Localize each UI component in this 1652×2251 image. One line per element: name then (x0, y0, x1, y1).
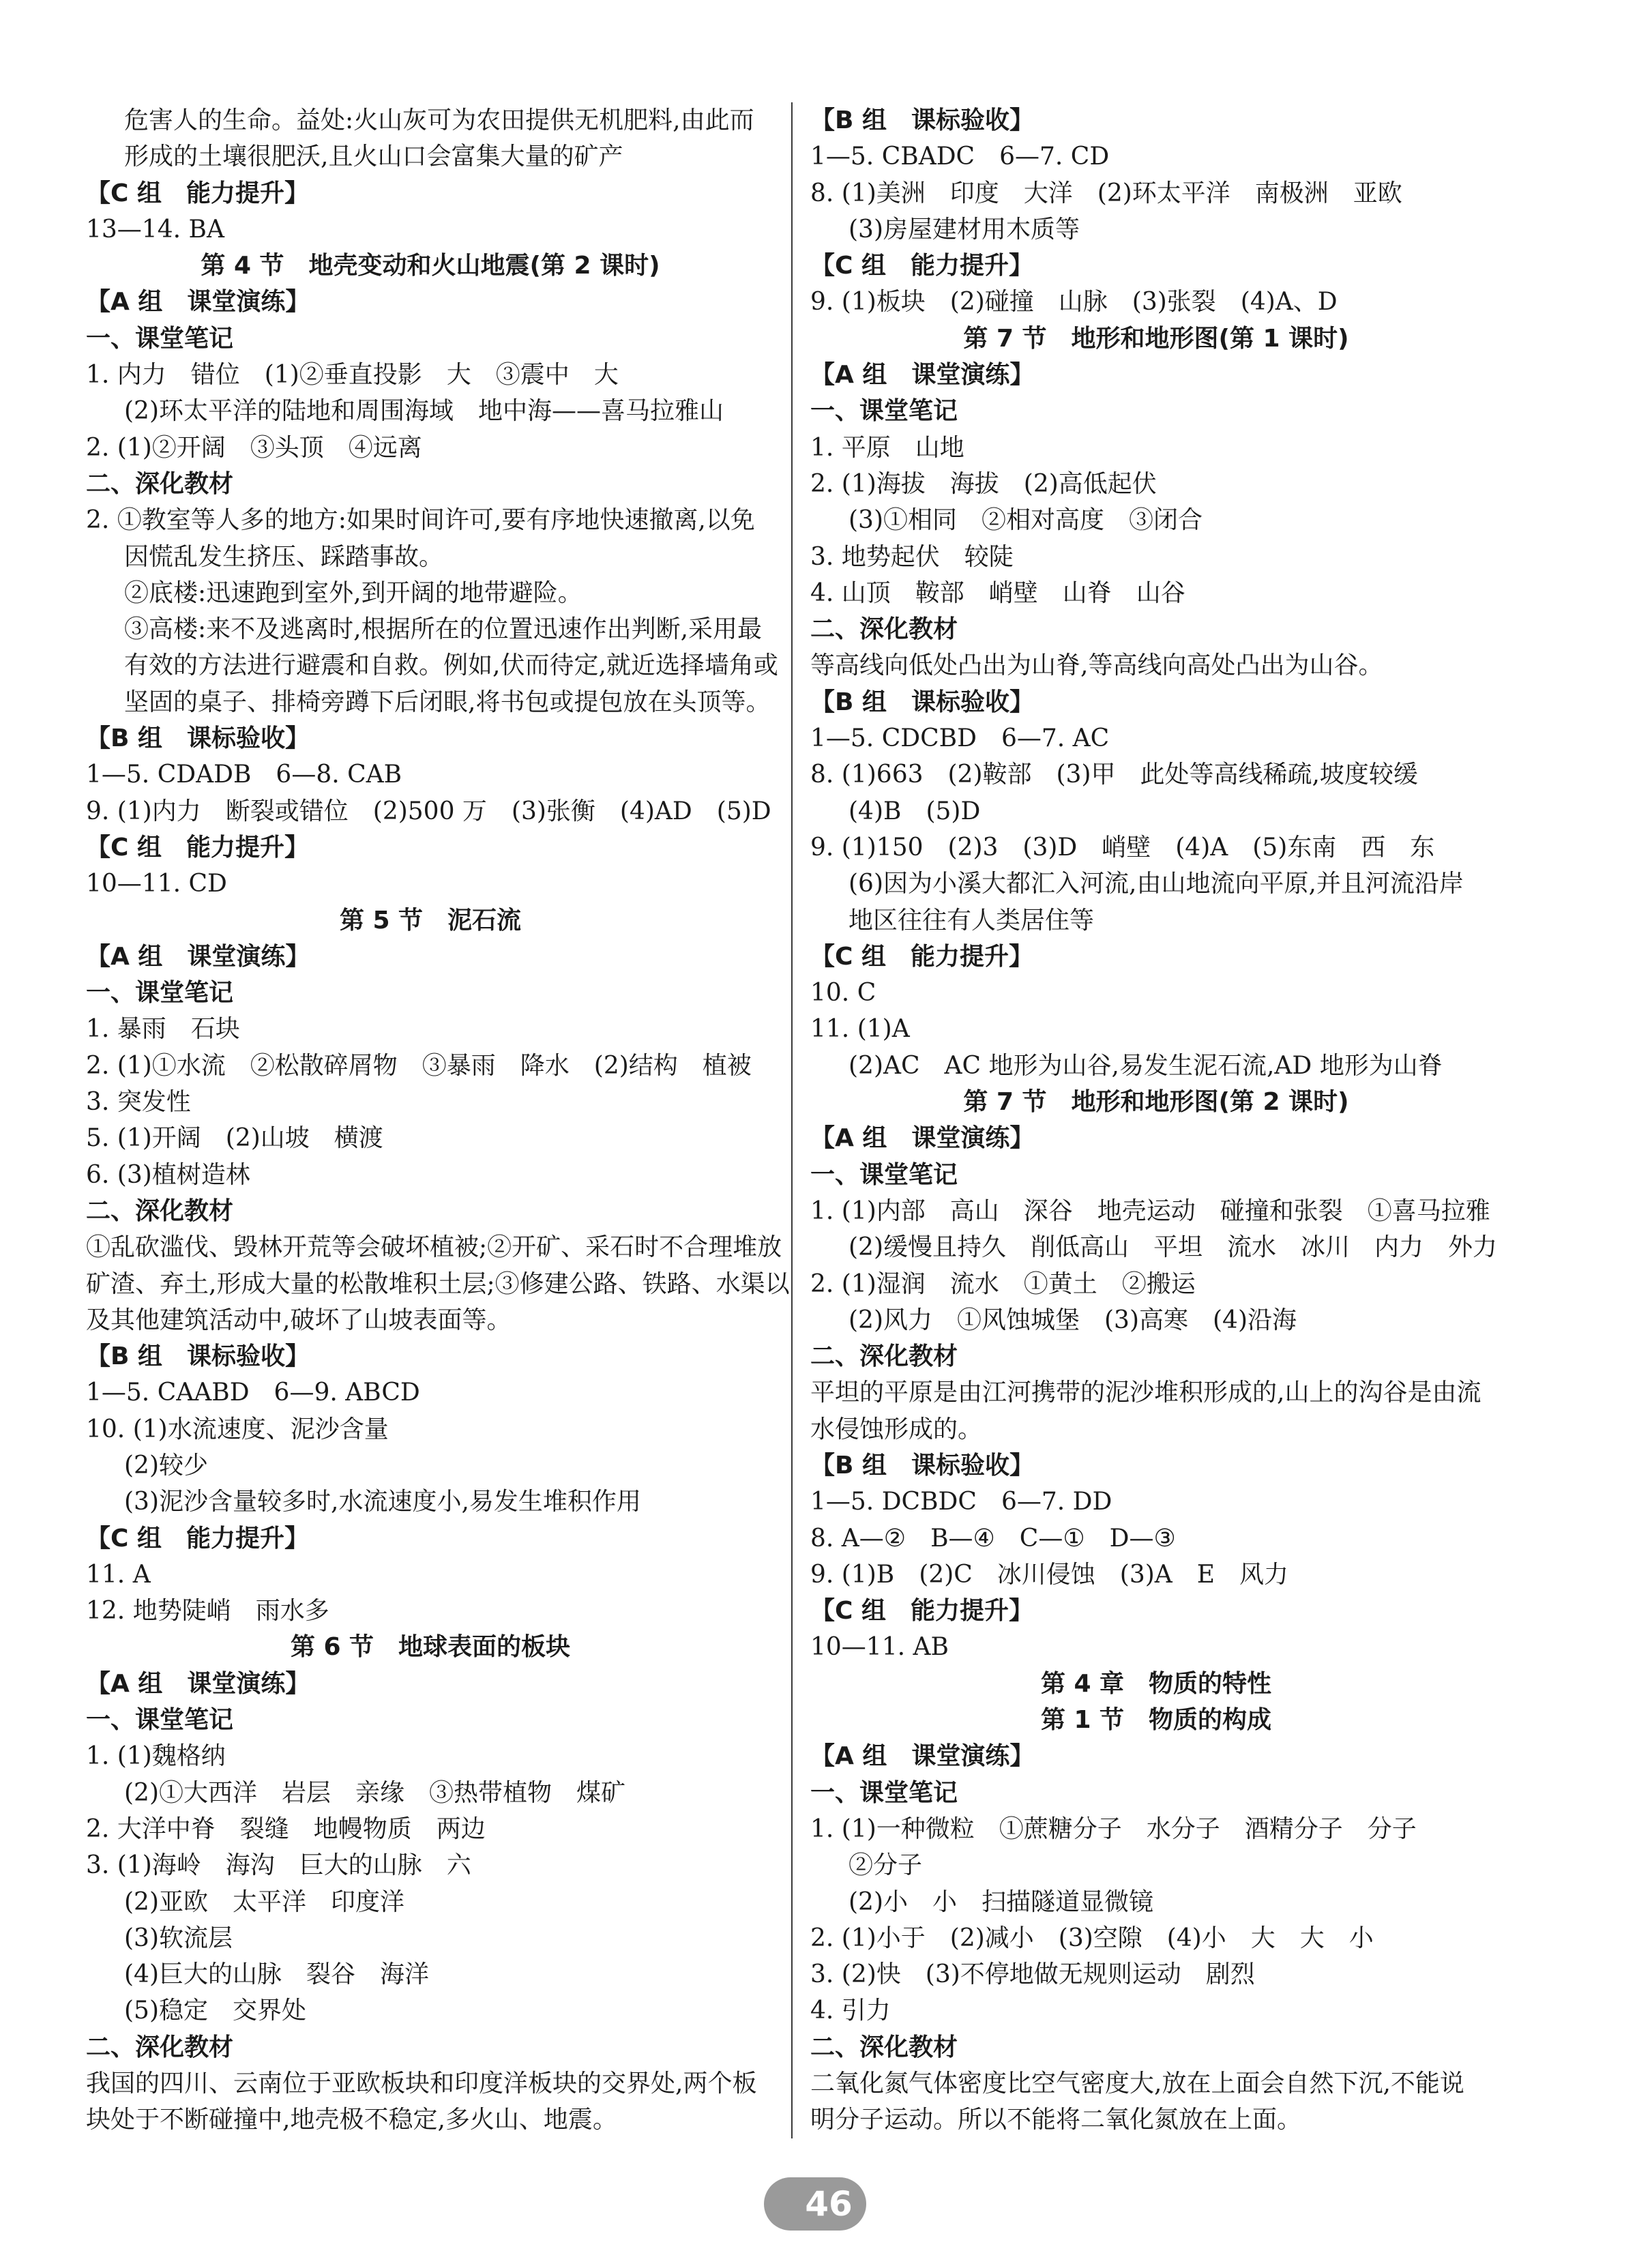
answer-line: 因慌乱发生挤压、踩踏事故。 (124, 542, 444, 571)
answer-line: 平坦的平原是由江河携带的泥沙堆积形成的,山上的沟谷是由流 (810, 1379, 1481, 1407)
answer-line: 8. (1)663 (2)鞍部 (3)甲 此处等高线稀疏,坡度较缓 (810, 761, 1418, 789)
page-number: 46 (791, 2177, 866, 2231)
answer-line: (2)缓慢且持久 削低高山 平坦 流水 冰川 内力 外力 (849, 1233, 1497, 1262)
subsection-heading: 二、深化教材 (86, 2033, 234, 2061)
subsection-heading: 二、深化教材 (810, 2033, 958, 2061)
answer-line: (3)房屋建材用木质等 (849, 215, 1080, 244)
subsection-heading: 二、深化教材 (810, 1342, 958, 1371)
subsection-heading: 一、课堂笔记 (86, 979, 234, 1007)
answer-line: (3)软流层 (124, 1924, 233, 1952)
answer-line: 8. A—② B—④ C—① D—③ (810, 1524, 1176, 1553)
answer-line: 1—5. DCBDC 6—7. DD (810, 1488, 1112, 1516)
section-title: 第 1 节 物质的构成 (1040, 1706, 1272, 1735)
answer-line: 3. (1)海岭 海沟 巨大的山脉 六 (86, 1851, 471, 1880)
group-heading: 【B 组 课标验收】 (810, 688, 1034, 716)
answer-line: 3. (2)快 (3)不停地做无规则运动 剧烈 (810, 1960, 1255, 1989)
answer-line: 矿渣、弃土,形成大量的松散堆积土层;③修建公路、铁路、水渠以 (86, 1269, 790, 1298)
subsection-heading: 一、课堂笔记 (86, 1706, 234, 1735)
group-heading: 【A 组 课堂演练】 (86, 942, 310, 971)
section-title: 第 7 节 地形和地形图(第 1 课时) (963, 324, 1349, 353)
group-heading: 【B 组 课标验收】 (810, 106, 1034, 134)
answer-line: 地区往往有人类居住等 (849, 906, 1095, 935)
answer-line: 8. (1)美洲 印度 大洋 (2)环太平洋 南极洲 亚欧 (810, 179, 1402, 207)
answer-line: ②分子 (849, 1851, 923, 1880)
answer-line: 10. C (810, 979, 876, 1007)
answer-line: 10—11. AB (810, 1633, 949, 1662)
answer-line: (3)泥沙含量较多时,水流速度小,易发生堆积作用 (124, 1488, 641, 1516)
answer-line: (5)稳定 交界处 (124, 1997, 306, 2025)
answer-line: (4)B (5)D (849, 797, 981, 825)
answer-line: ③高楼:来不及逃离时,根据所在的位置迅速作出判断,采用最 (124, 615, 763, 644)
group-heading: 【B 组 课标验收】 (810, 1451, 1034, 1480)
answer-line: 1—5. CBADC 6—7. CD (810, 143, 1110, 171)
answer-line: 二氧化氮气体密度比空气密度大,放在上面会自然下沉,不能说 (810, 2070, 1464, 2098)
section-title: 第 4 节 地壳变动和火山地震(第 2 课时) (201, 252, 660, 280)
answer-line: 2. (1)湿润 流水 ①黄土 ②搬运 (810, 1269, 1196, 1298)
answer-line: 9. (1)内力 断裂或错位 (2)500 万 (3)张衡 (4)AD (5)D (86, 797, 771, 825)
answer-line: 块处于不断碰撞中,地壳极不稳定,多火山、地震。 (86, 2106, 617, 2134)
subsection-heading: 二、深化教材 (86, 1196, 234, 1225)
subsection-heading: 二、深化教材 (86, 469, 234, 498)
answer-line: 5. (1)开阔 (2)山坡 横渡 (86, 1124, 383, 1153)
group-heading: 【A 组 课堂演练】 (86, 288, 310, 317)
answer-line: 12. 地势陡峭 雨水多 (86, 1597, 329, 1625)
subsection-heading: 一、课堂笔记 (810, 1778, 958, 1807)
answer-line: 坚固的桌子、排椅旁蹲下后闭眼,将书包或提包放在头顶等。 (124, 688, 771, 716)
answer-line: ②底楼:迅速跑到室外,到开阔的地带避险。 (124, 578, 582, 607)
answer-line: 3. 突发性 (86, 1088, 191, 1117)
group-heading: 【A 组 课堂演练】 (810, 1124, 1035, 1153)
subsection-heading: 一、课堂笔记 (86, 324, 234, 353)
right-column (810, 102, 1502, 2138)
answer-line: 10. (1)水流速度、泥沙含量 (86, 1415, 389, 1443)
answer-line: 等高线向低处凸出为山脊,等高线向高处凸出为山谷。 (810, 651, 1383, 680)
answer-line: (2)小 小 扫描隧道显微镜 (849, 1887, 1153, 1916)
answer-line: (2)风力 ①风蚀城堡 (3)高寒 (4)沿海 (849, 1306, 1297, 1334)
answer-line: 及其他建筑活动中,破坏了山坡表面等。 (86, 1306, 512, 1334)
answer-line: 1. (1)内部 高山 深谷 地壳运动 碰撞和张裂 ①喜马拉雅 (810, 1196, 1490, 1225)
answer-line: 水侵蚀形成的。 (810, 1415, 983, 1443)
answer-line: 2. (1)②开阔 ③头顶 ④远离 (86, 433, 422, 462)
group-heading: 【C 组 能力提升】 (810, 942, 1033, 971)
answer-line: 1—5. CAABD 6—9. ABCD (86, 1379, 420, 1407)
group-heading: 【C 组 能力提升】 (810, 252, 1033, 280)
answer-line: (2)亚欧 太平洋 印度洋 (124, 1887, 404, 1916)
answer-line: (4)巨大的山脉 裂谷 海洋 (124, 1960, 429, 1989)
answer-line: 1—5. CDADB 6—8. CAB (86, 761, 402, 789)
section-title: 第 4 章 物质的特性 (1040, 1669, 1272, 1698)
answer-line: 1—5. CDCBD 6—7. AC (810, 724, 1110, 753)
left-column (86, 102, 790, 2138)
group-heading: 【B 组 课标验收】 (86, 1342, 310, 1371)
answer-line: 有效的方法进行避震和自救。例如,伏而待定,就近选择墙角或 (124, 651, 778, 680)
answer-line: 1. 暴雨 石块 (86, 1015, 240, 1044)
answer-line: 3. 地势起伏 较陡 (810, 542, 1014, 571)
answer-line: 4. 引力 (810, 1997, 891, 2025)
answer-line: 我国的四川、云南位于亚欧板块和印度洋板块的交界处,两个板 (86, 2070, 757, 2098)
answer-line: 10—11. CD (86, 870, 227, 898)
group-heading: 【A 组 课堂演练】 (86, 1669, 310, 1698)
answer-line: 形成的土壤很肥沃,且火山口会富集大量的矿产 (124, 143, 623, 171)
answer-line: 危害人的生命。益处:火山灰可为农田提供无机肥料,由此而 (124, 106, 754, 134)
answer-line: (3)①相同 ②相对高度 ③闭合 (849, 506, 1203, 535)
group-heading: 【C 组 能力提升】 (86, 179, 309, 207)
answer-line: 1. (1)一种微粒 ①蔗糖分子 水分子 酒精分子 分子 (810, 1814, 1417, 1843)
group-heading: 【C 组 能力提升】 (810, 1597, 1033, 1625)
answer-line: (6)因为小溪大都汇入河流,由山地流向平原,并且河流沿岸 (849, 870, 1464, 898)
answer-line: 2. (1)小于 (2)减小 (3)空隙 (4)小 大 大 小 (810, 1924, 1374, 1952)
answer-line: 11. (1)A (810, 1015, 910, 1044)
answer-line: (2)①大西洋 岩层 亲缘 ③热带植物 煤矿 (124, 1778, 625, 1807)
group-heading: 【C 组 能力提升】 (86, 1524, 309, 1553)
answer-line: ①乱砍滥伐、毁林开荒等会破坏植被;②开矿、采石时不合理堆放 (86, 1233, 782, 1262)
answer-line: 1. (1)魏格纳 (86, 1742, 226, 1771)
section-title: 第 5 节 泥石流 (339, 906, 522, 935)
answer-line: (2)环太平洋的陆地和周围海域 地中海——喜马拉雅山 (124, 397, 724, 426)
answer-line: (2)较少 (124, 1451, 208, 1480)
answer-line: 2. ①教室等人多的地方:如果时间许可,要有序地快速撤离,以免 (86, 506, 755, 535)
answer-line: 9. (1)150 (2)3 (3)D 峭壁 (4)A (5)东南 西 东 (810, 833, 1435, 862)
answer-line: 1. 内力 错位 (1)②垂直投影 大 ③震中 大 (86, 361, 619, 389)
answer-line: 9. (1)板块 (2)碰撞 山脉 (3)张裂 (4)A、D (810, 288, 1338, 317)
answer-line: 明分子运动。所以不能将二氧化氮放在上面。 (810, 2106, 1302, 2134)
group-heading: 【C 组 能力提升】 (86, 833, 309, 862)
answer-line: 4. 山顶 鞍部 峭壁 山脊 山谷 (810, 578, 1185, 607)
group-heading: 【A 组 课堂演练】 (810, 361, 1035, 389)
answer-line: 2. 大洋中脊 裂缝 地幔物质 两边 (86, 1814, 486, 1843)
answer-line: (2)AC AC 地形为山谷,易发生泥石流,AD 地形为山脊 (849, 1051, 1443, 1080)
subsection-heading: 二、深化教材 (810, 615, 958, 644)
answer-line: 11. A (86, 1560, 151, 1589)
answer-line: 1. 平原 山地 (810, 433, 964, 462)
section-title: 第 7 节 地形和地形图(第 2 课时) (963, 1088, 1349, 1117)
group-heading: 【A 组 课堂演练】 (810, 1742, 1035, 1771)
answer-line: 2. (1)①水流 ②松散碎屑物 ③暴雨 降水 (2)结构 植被 (86, 1051, 752, 1080)
group-heading: 【B 组 课标验收】 (86, 724, 310, 753)
answer-line: 9. (1)B (2)C 冰川侵蚀 (3)A E 风力 (810, 1560, 1289, 1589)
answer-line: 13—14. BA (86, 215, 224, 244)
column-divider (791, 102, 793, 2138)
answer-line: 2. (1)海拔 海拔 (2)高低起伏 (810, 469, 1157, 498)
answer-line: 6. (3)植树造林 (86, 1160, 250, 1189)
section-title: 第 6 节 地球表面的板块 (290, 1633, 571, 1662)
subsection-heading: 一、课堂笔记 (810, 397, 958, 426)
subsection-heading: 一、课堂笔记 (810, 1160, 958, 1189)
